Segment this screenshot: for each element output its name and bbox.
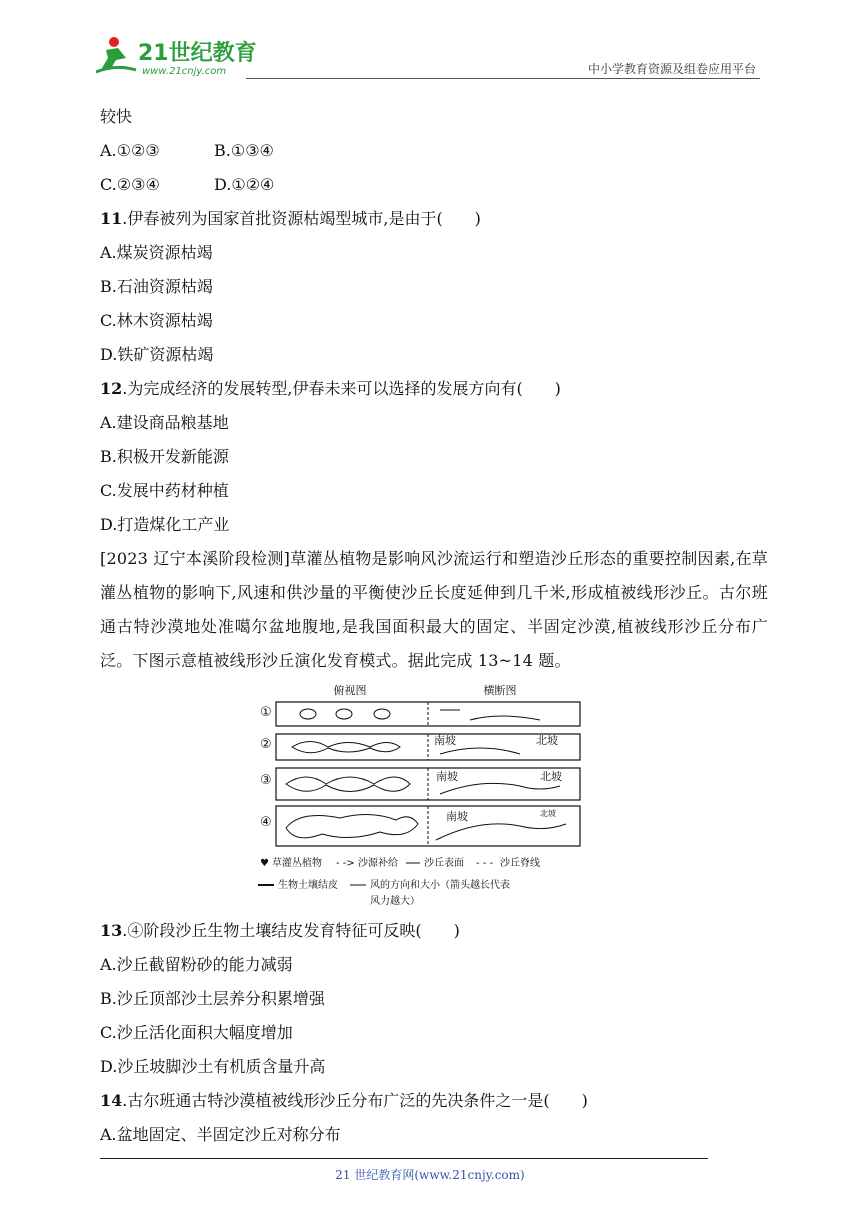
stage-1-label: ①: [260, 705, 272, 720]
q11-option-a: A.煤炭资源枯竭: [100, 243, 213, 262]
continued-text: 较快: [100, 107, 133, 126]
q12-option-b: B.积极开发新能源: [100, 447, 229, 466]
q11-stem: [100, 202, 768, 236]
q14-text: .古尔班通古特沙漠植被线形沙丘分布广泛的先决条件之一是( ): [122, 1091, 588, 1110]
figure-svg: [100, 682, 768, 914]
legend-wind-cont: 风力越大）: [370, 896, 420, 907]
stage-4-row: [260, 806, 580, 846]
legend-sand-supply: 沙源补给: [358, 858, 398, 869]
svg-text:♥: ♥: [260, 858, 269, 869]
q12-option-c: C.发展中药材种植: [100, 481, 229, 500]
logo-text: 21世纪教育: [138, 41, 257, 66]
page-header: [96, 34, 760, 80]
q13-stem: [100, 914, 768, 948]
stage-3-label: ③: [260, 773, 272, 788]
q13-option-d: D.沙丘坡脚沙土有机质含量升高: [100, 1057, 326, 1076]
q10-option-d: D.①②④: [214, 175, 275, 194]
legend-crust: 生物土壤结皮: [278, 880, 338, 891]
q11-option-c: C.林木资源枯竭: [100, 311, 213, 330]
q10-options-row2: [100, 168, 768, 202]
q10-option-b: B.①③④: [214, 141, 274, 160]
site-slogan: 中小学教育资源及组卷应用平台: [587, 62, 756, 76]
q11-number: 11: [100, 209, 123, 228]
q12-number: 12: [100, 379, 123, 398]
q10-option-c: C.②③④: [100, 175, 160, 194]
stage-2-south-slope: 南坡: [434, 734, 456, 747]
stage-2-north-slope: 北坡: [536, 734, 558, 747]
dune-evolution-figure: [100, 682, 768, 914]
q14-option-a: A.盆地固定、半固定沙丘对称分布: [100, 1125, 341, 1144]
logo-url: www.21cnjy.com: [142, 66, 227, 77]
q13-option-a: A.沙丘截留粉砂的能力减弱: [100, 955, 293, 974]
stage-2-label: ②: [260, 737, 272, 752]
q13-text: .④阶段沙丘生物土壤结皮发育特征可反映( ): [122, 921, 460, 940]
col-cross-section: 横断图: [483, 684, 517, 697]
stage-4-label: ④: [260, 815, 272, 830]
stage-3-north-slope: 北坡: [540, 770, 562, 783]
q11-option-b: B.石油资源枯竭: [100, 277, 213, 296]
stage-3-row: [260, 768, 580, 800]
q12-option-a: A.建设商品粮基地: [100, 413, 229, 432]
q13-number: 13: [100, 921, 123, 940]
footer-divider: [100, 1158, 708, 1159]
q10-option-a: A.①②③: [100, 141, 160, 160]
q11-option-d: D.铁矿资源枯竭: [100, 345, 214, 364]
logo-head-icon: [109, 37, 119, 47]
legend-wind: 风的方向和大小（箭头越长代表: [370, 880, 510, 891]
col-top-view: 俯视图: [333, 684, 367, 697]
q10-options-row1: [100, 134, 768, 168]
stage-4-south-slope: 南坡: [446, 810, 468, 823]
q13-option-c: C.沙丘活化面积大幅度增加: [100, 1023, 293, 1042]
legend-dune-ridge: 沙丘脊线: [500, 858, 540, 869]
legend-dune-surface: 沙丘表面: [424, 858, 464, 869]
q12-stem: [100, 372, 768, 406]
stage-3-south-slope: 南坡: [436, 770, 458, 783]
document-body: [100, 100, 768, 1152]
site-logo: [96, 34, 266, 78]
stage-1-row: [260, 702, 580, 726]
stage-2-row: [260, 733, 580, 760]
q12-text: .为完成经济的发展转型,伊春未来可以选择的发展方向有( ): [122, 379, 561, 398]
svg-text:- ->: - ->: [336, 858, 355, 869]
q12-option-d: D.打造煤化工产业: [100, 515, 230, 534]
q13-option-b: B.沙丘顶部沙土层养分积累增强: [100, 989, 325, 1008]
legend-shrub: 草灌丛植物: [272, 858, 322, 869]
figure-legend: [258, 856, 540, 907]
q14-number: 14: [100, 1091, 123, 1110]
footer-text[interactable]: 21 世纪教育网(www.21cnjy.com): [335, 1168, 525, 1182]
stage-4-north-slope: 北坡: [540, 809, 556, 818]
svg-text:- - -: - - -: [476, 858, 494, 869]
reading-passage: [2023 辽宁本溪阶段检测]草灌丛植物是影响风沙流运行和塑造沙丘形态的重要控制因素,在草灌丛植物的影响下,风速和供沙量的平衡使沙丘长度延伸到几千米,形成植被线形沙丘。古尔班通古特沙漠地处准噶尔盆地腹地,是我国面积最大的固定、半固定沙漠,植被线形沙丘分布广泛。下图示意植被线形沙丘演化发育模式。据此完成 13~14 题。: [100, 549, 768, 670]
header-divider: [246, 78, 760, 79]
q14-stem: [100, 1084, 768, 1118]
q11-text: .伊春被列为国家首批资源枯竭型城市,是由于( ): [122, 209, 481, 228]
